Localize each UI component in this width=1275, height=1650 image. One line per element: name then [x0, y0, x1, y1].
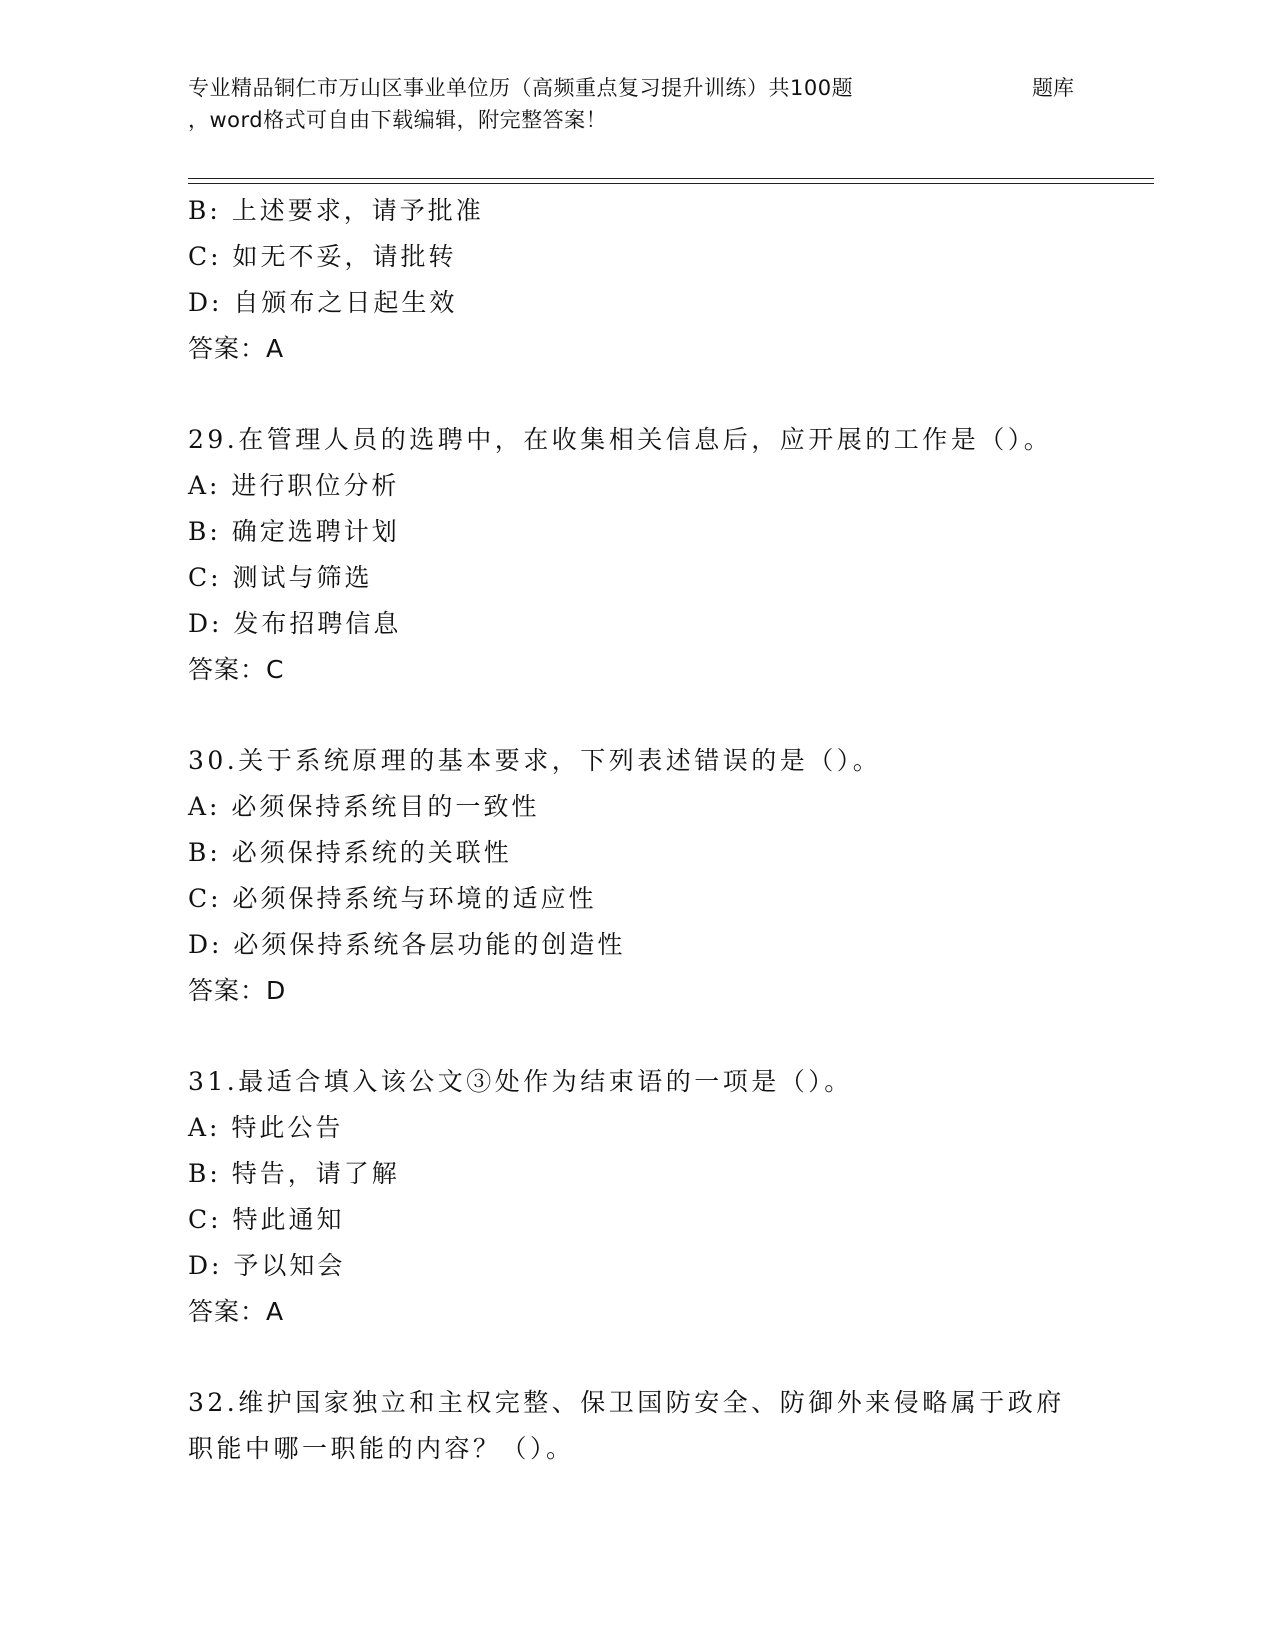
question-28-continued — [188, 188, 1148, 372]
header-divider-top — [188, 178, 1154, 179]
option-d: D: 自颁布之日起生效 — [188, 288, 458, 317]
option-b: B: 上述要求，请予批准 — [188, 196, 484, 225]
question-29 — [188, 417, 1148, 693]
header-tag: 题库 — [1032, 76, 1074, 100]
option-c: C: 必须保持系统与环境的适应性 — [188, 884, 597, 913]
option-d: D: 予以知会 — [188, 1251, 346, 1280]
question-31 — [188, 1059, 1148, 1335]
answer-line: 答案：C — [188, 655, 285, 684]
question-30 — [188, 738, 1148, 1014]
header-title-line1: 专业精品铜仁市万山区事业单位历（高频重点复习提升训练）共100题 — [188, 76, 854, 100]
answer-line: 答案：A — [188, 1297, 285, 1326]
question-stem-line2: 职能中哪一职能的内容？（）。 — [188, 1434, 575, 1463]
option-b: B: 特告，请了解 — [188, 1159, 400, 1188]
answer-line: 答案：A — [188, 334, 285, 363]
question-stem: 31.最适合填入该公文③处作为结束语的一项是（）。 — [188, 1067, 853, 1096]
header-title-line2: ，word格式可自由下载编辑，附完整答案！ — [188, 108, 608, 132]
header-divider-bottom — [188, 183, 1154, 184]
question-32 — [188, 1380, 1148, 1472]
option-b: B: 必须保持系统的关联性 — [188, 838, 512, 867]
question-stem: 30.关于系统原理的基本要求，下列表述错误的是（）。 — [188, 746, 882, 775]
option-c: C: 如无不妥，请批转 — [188, 242, 457, 271]
option-d: D: 发布招聘信息 — [188, 609, 402, 638]
document-header — [188, 72, 1148, 142]
option-c: C: 特此通知 — [188, 1205, 345, 1234]
option-b: B: 确定选聘计划 — [188, 517, 400, 546]
option-a: A: 进行职位分析 — [188, 471, 400, 500]
option-a: A: 必须保持系统目的一致性 — [188, 792, 540, 821]
option-d: D: 必须保持系统各层功能的创造性 — [188, 930, 626, 959]
option-c: C: 测试与筛选 — [188, 563, 373, 592]
question-stem: 29.在管理人员的选聘中，在收集相关信息后，应开展的工作是（）。 — [188, 425, 1053, 454]
document-body — [188, 188, 1148, 1472]
question-stem-line1: 32.维护国家独立和主权完整、保卫国防安全、防御外来侵略属于政府 — [188, 1388, 1065, 1417]
option-a: A: 特此公告 — [188, 1113, 344, 1142]
answer-line: 答案：D — [188, 976, 287, 1005]
